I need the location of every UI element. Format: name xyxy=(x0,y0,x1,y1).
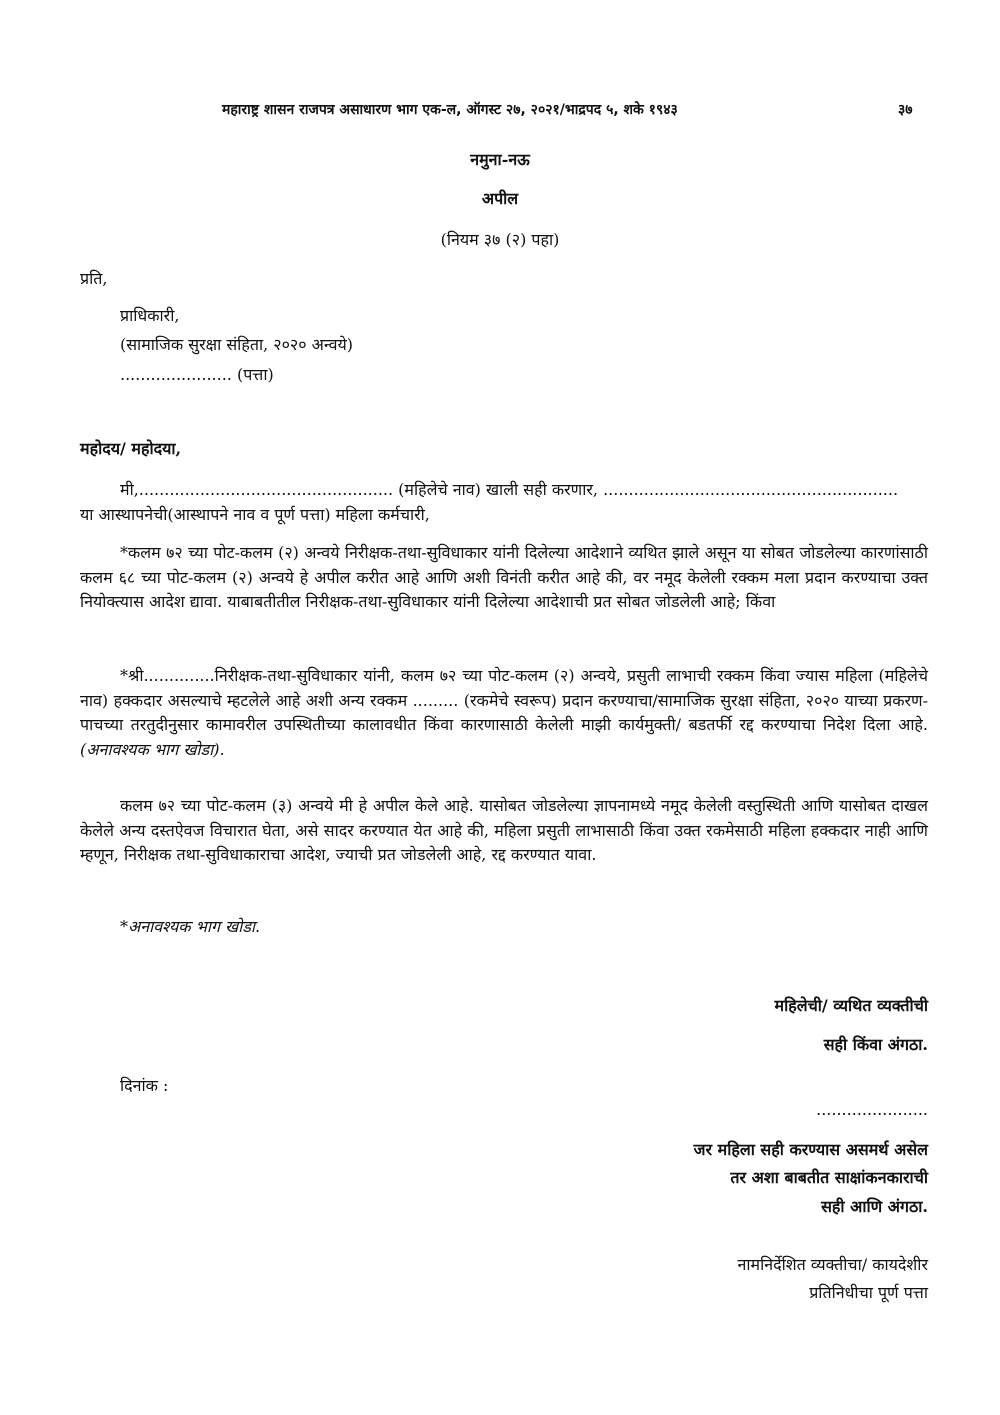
gazette-header: महाराष्ट्र शासन राजपत्र असाधारण भाग एक-ल, ऑगस्ट २७, २०२१/भाद्रपद ५, शके १९४३ xyxy=(222,102,678,118)
address-authority: प्राधिकारी, xyxy=(120,306,180,325)
date-label: दिनांक : xyxy=(120,1076,169,1095)
footnote: *अनावश्यक भाग खोडा. xyxy=(120,917,261,936)
paragraph-2 xyxy=(80,664,928,763)
paragraph-1 xyxy=(80,541,928,615)
witness-line-1: जर महिला सही करण्यास असमर्थ असेल xyxy=(693,1140,928,1159)
signature-line-1: महिलेची/ व्यथित व्यक्तीची xyxy=(774,996,928,1015)
witness-dots: ...................... xyxy=(816,1100,928,1119)
address-to: प्रति, xyxy=(80,269,108,288)
paragraph-3-text: कलम ७२ च्या पोट-कलम (३) अन्वये मी हे अपील केले आहे. यासोबत जोडलेल्या ज्ञापनामध्ये नमूद केलेली वस्तुस्थिती आणि यासोबत दाखल केलेले अन्य दस्तऐवज विचारात घेता, असे सादर करण्यात येत आहे की, महिला प्रसुती लाभासाठी किंवा उक्त रकमेसाठी महिला हक्कदार नाही आणि म्हणून, निरीक्षक तथा-सुविधाकाराचा आदेश, ज्याची प्रत जोडलेली आहे, रद्द करण्यात यावा. xyxy=(80,796,928,865)
nominee-line-1: नामनिर्देशित व्यक्तीचा/ कायदेशीर xyxy=(737,1255,928,1274)
paragraph-1-text: *कलम ७२ च्या पोट-कलम (२) अन्वये निरीक्षक-तथा-सुविधाकार यांनी दिलेल्या आदेशाने व्यथित झाले असून या सोबत जोडलेल्या कारणांसाठी कलम ६८ च्या पोट-कलम (२) अन्वये हे अपील करीत आहे आणि अशी विनंती करीत आहे की, वर नमूद केलेली रक्कम मला प्रदान करण्याचा उक्त नियोक्त्यास आदेश द्यावा. याबाबतीतील निरीक्षक-तथा-सुविधाकार यांनी दिलेल्या आदेशाची प्रत सोबत जोडलेली आहे; किंवा xyxy=(80,543,928,612)
intro-line-2: या आस्थापनेची(आस्थापने नाव व पूर्ण पत्ता) महिला कर्मचारी, xyxy=(80,505,430,524)
page-number: ३७ xyxy=(898,102,913,118)
form-number: नमुना-नऊ xyxy=(470,150,530,169)
salutation: महोदय/ महोदया, xyxy=(80,439,182,458)
signature-line-2: सही किंवा अंगठा. xyxy=(823,1035,928,1054)
address-code: (सामाजिक सुरक्षा संहिता, २०२० अन्वये) xyxy=(120,335,354,354)
nominee-line-2: प्रतिनिधीचा पूर्ण पत्ता xyxy=(809,1283,928,1302)
paragraph-3 xyxy=(80,794,928,868)
intro-line-1: मी,.................................................. (महिलेचे नाव) खाली सही करणार, .......................................................... xyxy=(120,480,899,499)
witness-line-3: सही आणि अंगठा. xyxy=(821,1197,928,1216)
witness-line-2: तर अशा बाबतीत साक्षांकनकाराची xyxy=(730,1168,928,1187)
rule-reference: (नियम ३७ (२) पहा) xyxy=(440,230,560,249)
paragraph-2-text: *श्री..............निरीक्षक-तथा-सुविधाकार यांनी, कलम ७२ च्या पोट-कलम (२) अन्वये, प्रसुती लाभाची रक्कम किंवा ज्यास महिला (महिलेचे नाव) हक्कदार असल्याचे म्हटलेले आहे अशी अन्य रक्कम ......... (रकमेचे स्वरूप) प्रदान करण्याचा/सामाजिक सुरक्षा संहिता, २०२० याच्या प्रकरण-पाचच्या तरतुदीनुसार कामावरील उपस्थितीच्या कालावधीत किंवा कारणासाठी केलेली माझी कार्यमुक्ती/ बडतर्फी रद्द करण्याचा निदेश दिला आहे. xyxy=(80,666,928,735)
address-line: ...................... (पत्ता) xyxy=(120,365,274,384)
paragraph-2-note: (अनावश्यक भाग खोडा). xyxy=(80,740,225,760)
form-title: अपील xyxy=(481,189,519,208)
